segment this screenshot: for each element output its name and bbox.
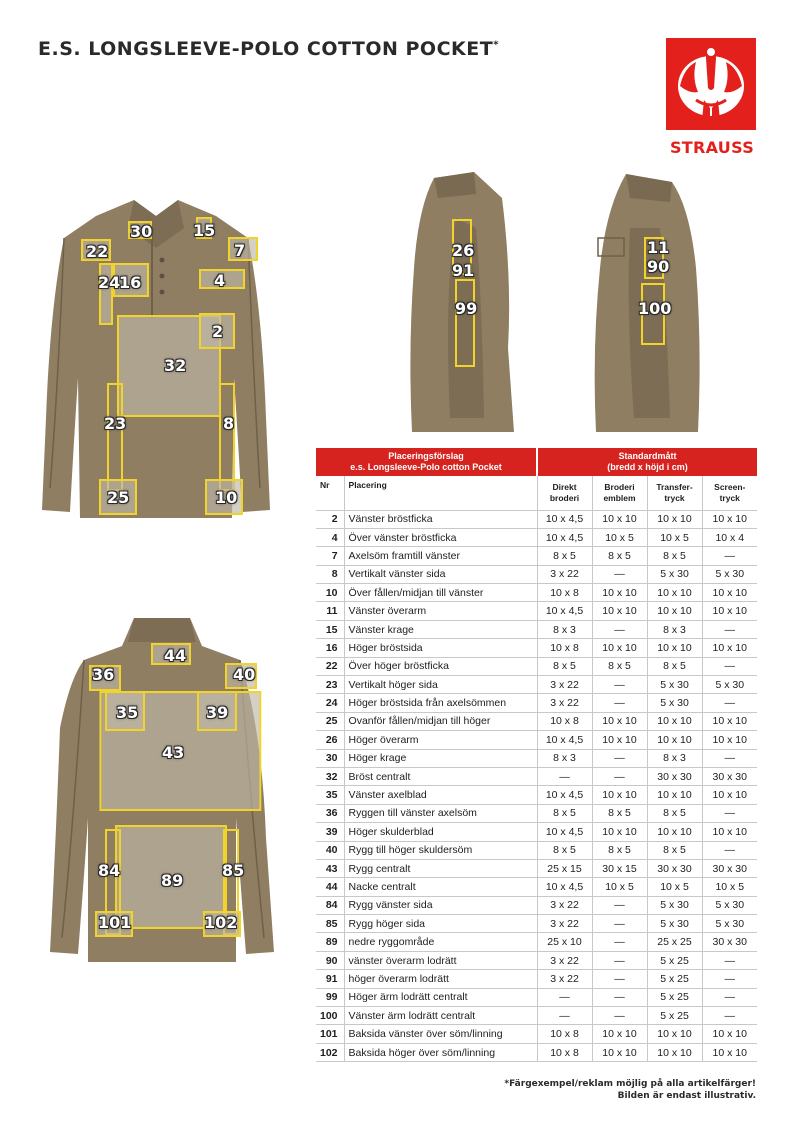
row-number: 25 (316, 712, 344, 730)
front-label-4: 4 (214, 271, 226, 290)
side-label-26: 26 (452, 241, 475, 260)
row-size-value: 5 x 30 (647, 915, 702, 933)
row-size-value: 30 x 30 (702, 767, 757, 785)
row-size-value: 8 x 5 (647, 547, 702, 565)
table-row (316, 933, 757, 951)
table-row (316, 584, 757, 602)
front-label-7: 7 (234, 241, 246, 260)
row-number: 4 (316, 528, 344, 546)
row-placement: Höger bröstsida från axelsömmen (344, 694, 537, 712)
back-label-102: 102 (204, 913, 238, 932)
row-number: 100 (316, 1007, 344, 1025)
row-placement: höger överarm lodrätt (344, 970, 537, 988)
row-size-value: 8 x 5 (647, 804, 702, 822)
row-number: 16 (316, 639, 344, 657)
row-size-value: 8 x 3 (537, 749, 592, 767)
front-label-24: 24 (98, 273, 121, 292)
front-label-32: 32 (164, 356, 187, 375)
row-size-value: 5 x 30 (702, 896, 757, 914)
row-size-value: 25 x 15 (537, 859, 592, 877)
row-size-value: 10 x 10 (592, 1025, 647, 1043)
row-placement: Över höger bröstficka (344, 657, 537, 675)
row-size-value: 25 x 25 (647, 933, 702, 951)
row-size-value: — (592, 915, 647, 933)
row-size-value: — (592, 933, 647, 951)
row-number: 40 (316, 841, 344, 859)
row-placement: Höger överarm (344, 731, 537, 749)
row-size-value: 8 x 3 (537, 620, 592, 638)
col-header-nr: Nr (316, 476, 344, 510)
row-number: 91 (316, 970, 344, 988)
row-placement: Vänster krage (344, 620, 537, 638)
row-placement: Över vänster bröstficka (344, 528, 537, 546)
row-size-value: 3 x 22 (537, 896, 592, 914)
table-row (316, 749, 757, 767)
col-header-embroidery-emblem: Broderi emblem (592, 476, 647, 510)
row-number: 32 (316, 767, 344, 785)
table-header-columns (316, 476, 757, 510)
back-label-89: 89 (161, 871, 184, 890)
row-placement: Vänster axelblad (344, 786, 537, 804)
row-size-value: — (592, 951, 647, 969)
row-size-value: — (702, 988, 757, 1006)
row-number: 35 (316, 786, 344, 804)
row-size-value: 10 x 4,5 (537, 528, 592, 546)
row-placement: Rygg centralt (344, 859, 537, 877)
table-row (316, 565, 757, 583)
row-placement: Rygg till höger skuldersöm (344, 841, 537, 859)
row-placement: Ovanför fållen/midjan till höger (344, 712, 537, 730)
side-label-99: 99 (455, 299, 478, 318)
row-size-value: — (702, 620, 757, 638)
row-size-value: 5 x 25 (647, 988, 702, 1006)
back-label-85: 85 (222, 861, 245, 880)
row-size-value: — (592, 676, 647, 694)
table-row (316, 896, 757, 914)
row-size-value: 10 x 10 (647, 731, 702, 749)
row-number: 26 (316, 731, 344, 749)
row-number: 7 (316, 547, 344, 565)
row-number: 23 (316, 676, 344, 694)
row-size-value: 10 x 10 (647, 602, 702, 620)
row-size-value: 10 x 10 (592, 510, 647, 528)
back-label-36: 36 (92, 665, 115, 684)
row-size-value: 10 x 8 (537, 639, 592, 657)
back-label-84: 84 (98, 861, 121, 880)
row-size-value: 3 x 22 (537, 951, 592, 969)
table-row (316, 657, 757, 675)
table-row (316, 510, 757, 528)
col-header-transfer-print: Transfer- tryck (647, 476, 702, 510)
side-label-11: 11 (647, 238, 670, 257)
row-size-value: 8 x 5 (537, 657, 592, 675)
row-size-value: — (537, 1007, 592, 1025)
row-size-value: 3 x 22 (537, 565, 592, 583)
row-placement: nedre ryggområde (344, 933, 537, 951)
row-size-value: 10 x 10 (702, 1043, 757, 1061)
row-number: 84 (316, 896, 344, 914)
row-size-value: 30 x 30 (647, 859, 702, 877)
col-header-direct-embroidery: Direkt broderi (537, 476, 592, 510)
row-size-value: 10 x 10 (702, 602, 757, 620)
table-row (316, 1025, 757, 1043)
table-row (316, 547, 757, 565)
row-size-value: 10 x 10 (702, 1025, 757, 1043)
table-row (316, 767, 757, 785)
row-size-value: 10 x 10 (592, 584, 647, 602)
row-size-value: 10 x 4 (702, 528, 757, 546)
row-size-value: 10 x 10 (702, 584, 757, 602)
footnote (504, 1078, 756, 1102)
row-size-value: 10 x 5 (592, 528, 647, 546)
row-placement: Höger bröstsida (344, 639, 537, 657)
row-placement: Baksida höger över söm/linning (344, 1043, 537, 1061)
row-size-value: 10 x 5 (647, 528, 702, 546)
row-size-value: 10 x 10 (592, 639, 647, 657)
row-size-value: 3 x 22 (537, 676, 592, 694)
row-number: 2 (316, 510, 344, 528)
row-size-value: 3 x 22 (537, 915, 592, 933)
row-size-value: 10 x 10 (702, 510, 757, 528)
table-row (316, 988, 757, 1006)
row-number: 11 (316, 602, 344, 620)
row-size-value: 8 x 5 (537, 841, 592, 859)
row-placement: Höger krage (344, 749, 537, 767)
row-size-value: 10 x 10 (592, 786, 647, 804)
row-size-value: 10 x 8 (537, 1043, 592, 1061)
table-body (316, 510, 757, 1062)
row-size-value: 5 x 30 (647, 694, 702, 712)
front-label-23: 23 (104, 414, 127, 433)
row-size-value: 8 x 5 (592, 841, 647, 859)
row-size-value: — (702, 1007, 757, 1025)
table-row (316, 528, 757, 546)
back-label-101: 101 (98, 913, 132, 932)
row-size-value: 5 x 30 (647, 676, 702, 694)
row-placement: Ryggen till vänster axelsöm (344, 804, 537, 822)
row-placement: Vänster bröstficka (344, 510, 537, 528)
row-size-value: 10 x 4,5 (537, 731, 592, 749)
header-placement-suggestion: Placeringsförslag e.s. Longsleeve-Polo cotton Pocket (316, 448, 537, 476)
row-number: 15 (316, 620, 344, 638)
row-size-value: 10 x 10 (647, 639, 702, 657)
table-row (316, 823, 757, 841)
row-size-value: 8 x 5 (537, 547, 592, 565)
table-row (316, 639, 757, 657)
row-placement: Vänster överarm (344, 602, 537, 620)
table-row (316, 602, 757, 620)
row-size-value: 10 x 10 (647, 1025, 702, 1043)
row-size-value: — (702, 970, 757, 988)
table-row (316, 731, 757, 749)
row-size-value: 8 x 5 (647, 841, 702, 859)
row-size-value: — (592, 896, 647, 914)
row-size-value: 10 x 10 (592, 1043, 647, 1061)
row-size-value: — (537, 988, 592, 1006)
row-size-value: — (702, 841, 757, 859)
row-size-value: 8 x 5 (537, 804, 592, 822)
row-size-value: 10 x 4,5 (537, 878, 592, 896)
table-row (316, 970, 757, 988)
back-label-40: 40 (233, 665, 256, 684)
row-size-value: 10 x 10 (702, 712, 757, 730)
row-number: 10 (316, 584, 344, 602)
placement-table (316, 448, 757, 1062)
row-placement: Höger ärm lodrätt centralt (344, 988, 537, 1006)
table-row (316, 1007, 757, 1025)
brand-name: STRAUSS (669, 138, 755, 157)
front-label-10: 10 (215, 488, 238, 507)
page-title: E.S. LONGSLEEVE-POLO COTTON POCKET* (38, 38, 499, 60)
row-number: 43 (316, 859, 344, 877)
row-placement: vänster överarm lodrätt (344, 951, 537, 969)
row-placement: Vertikalt höger sida (344, 676, 537, 694)
side-label-90: 90 (647, 257, 670, 276)
row-size-value: 10 x 10 (702, 823, 757, 841)
row-size-value: 3 x 22 (537, 694, 592, 712)
front-label-2: 2 (212, 322, 224, 341)
front-label-16: 16 (119, 273, 142, 292)
row-size-value: 10 x 10 (647, 823, 702, 841)
row-size-value: 30 x 15 (592, 859, 647, 877)
footnote-line-2: Bilden är endast illustrativ. (617, 1091, 756, 1101)
brand-logo (666, 38, 756, 130)
row-size-value: 10 x 5 (592, 878, 647, 896)
header-standard-size: Standardmått (bredd x höjd i cm) (537, 448, 757, 476)
row-placement: Över fållen/midjan till vänster (344, 584, 537, 602)
row-number: 36 (316, 804, 344, 822)
table-row (316, 951, 757, 969)
row-placement: Rygg vänster sida (344, 896, 537, 914)
table-row (316, 712, 757, 730)
row-number: 8 (316, 565, 344, 583)
row-size-value: — (702, 804, 757, 822)
table-row (316, 1043, 757, 1061)
front-label-8: 8 (223, 414, 235, 433)
front-label-22: 22 (86, 242, 109, 261)
row-size-value: — (592, 767, 647, 785)
row-number: 22 (316, 657, 344, 675)
row-size-value: 5 x 30 (702, 915, 757, 933)
row-number: 30 (316, 749, 344, 767)
row-size-value: 5 x 30 (702, 565, 757, 583)
row-size-value: 8 x 3 (647, 620, 702, 638)
table-row (316, 786, 757, 804)
row-size-value: 10 x 10 (647, 712, 702, 730)
table-row (316, 841, 757, 859)
row-size-value: 10 x 4,5 (537, 786, 592, 804)
front-label-30: 30 (130, 222, 153, 241)
row-placement: Höger skulderblad (344, 823, 537, 841)
row-size-value: 10 x 5 (702, 878, 757, 896)
row-size-value: 10 x 10 (592, 602, 647, 620)
row-size-value: 5 x 25 (647, 1007, 702, 1025)
table-row (316, 915, 757, 933)
side-label-91: 91 (452, 261, 475, 280)
row-number: 99 (316, 988, 344, 1006)
row-size-value: 5 x 30 (702, 676, 757, 694)
row-number: 24 (316, 694, 344, 712)
row-number: 39 (316, 823, 344, 841)
back-label-39: 39 (206, 703, 229, 722)
row-placement: Vertikalt vänster sida (344, 565, 537, 583)
row-size-value: — (592, 694, 647, 712)
back-label-43: 43 (162, 743, 185, 762)
row-placement: Axelsöm framtill vänster (344, 547, 537, 565)
row-size-value: 10 x 10 (702, 786, 757, 804)
row-size-value: 10 x 4,5 (537, 510, 592, 528)
front-label-15: 15 (193, 221, 216, 240)
row-number: 89 (316, 933, 344, 951)
row-placement: Rygg höger sida (344, 915, 537, 933)
table-row (316, 676, 757, 694)
row-size-value: 5 x 30 (647, 896, 702, 914)
row-size-value: 8 x 5 (592, 804, 647, 822)
row-number: 85 (316, 915, 344, 933)
row-size-value: — (702, 547, 757, 565)
row-size-value: — (592, 988, 647, 1006)
row-size-value: 5 x 30 (647, 565, 702, 583)
row-size-value: 8 x 5 (592, 547, 647, 565)
row-number: 90 (316, 951, 344, 969)
row-size-value: 3 x 22 (537, 970, 592, 988)
row-size-value: — (592, 970, 647, 988)
row-size-value: 8 x 3 (647, 749, 702, 767)
side-label-100: 100 (638, 299, 672, 318)
row-size-value: 10 x 10 (647, 584, 702, 602)
row-size-value: 30 x 30 (702, 933, 757, 951)
row-size-value: 10 x 8 (537, 1025, 592, 1043)
row-number: 102 (316, 1043, 344, 1061)
row-size-value: — (702, 694, 757, 712)
row-size-value: 10 x 10 (592, 823, 647, 841)
row-number: 44 (316, 878, 344, 896)
col-header-placement: Placering (344, 476, 537, 510)
table-header-red (316, 448, 757, 476)
row-size-value: 10 x 10 (592, 712, 647, 730)
ostrich-logo-icon (666, 38, 756, 130)
row-size-value: 8 x 5 (592, 657, 647, 675)
table-row (316, 804, 757, 822)
row-size-value: 10 x 10 (702, 639, 757, 657)
back-label-44: 44 (164, 646, 187, 665)
row-size-value: 10 x 10 (647, 510, 702, 528)
back-label-35: 35 (116, 703, 139, 722)
row-size-value: 5 x 25 (647, 970, 702, 988)
row-size-value: 25 x 10 (537, 933, 592, 951)
row-size-value: 5 x 25 (647, 951, 702, 969)
row-size-value: — (702, 657, 757, 675)
row-size-value: 10 x 8 (537, 712, 592, 730)
footnote-line-1: *Färgexempel/reklam möjlig på alla artikelfärger! (504, 1079, 756, 1089)
row-size-value: 30 x 30 (647, 767, 702, 785)
col-header-screen-print: Screen- tryck (702, 476, 757, 510)
row-placement: Nacke centralt (344, 878, 537, 896)
row-placement: Bröst centralt (344, 767, 537, 785)
front-shirt-image (34, 188, 278, 528)
table-row (316, 694, 757, 712)
row-placement: Baksida vänster över söm/linning (344, 1025, 537, 1043)
row-size-value: — (702, 951, 757, 969)
row-size-value: 10 x 4,5 (537, 602, 592, 620)
front-label-25: 25 (107, 488, 130, 507)
row-size-value: — (592, 1007, 647, 1025)
row-size-value: 10 x 10 (647, 1043, 702, 1061)
row-size-value: — (592, 620, 647, 638)
table-row (316, 859, 757, 877)
row-number: 101 (316, 1025, 344, 1043)
row-size-value: 10 x 5 (647, 878, 702, 896)
row-size-value: 10 x 10 (647, 786, 702, 804)
row-size-value: 10 x 4,5 (537, 823, 592, 841)
row-size-value: 10 x 10 (592, 731, 647, 749)
table-row (316, 620, 757, 638)
table-row (316, 878, 757, 896)
row-size-value: — (702, 749, 757, 767)
row-size-value: — (592, 749, 647, 767)
row-size-value: — (592, 565, 647, 583)
row-size-value: 8 x 5 (647, 657, 702, 675)
row-size-value: 30 x 30 (702, 859, 757, 877)
row-size-value: 10 x 10 (702, 731, 757, 749)
row-placement: Vänster ärm lodrätt centralt (344, 1007, 537, 1025)
row-size-value: 10 x 8 (537, 584, 592, 602)
row-size-value: — (537, 767, 592, 785)
